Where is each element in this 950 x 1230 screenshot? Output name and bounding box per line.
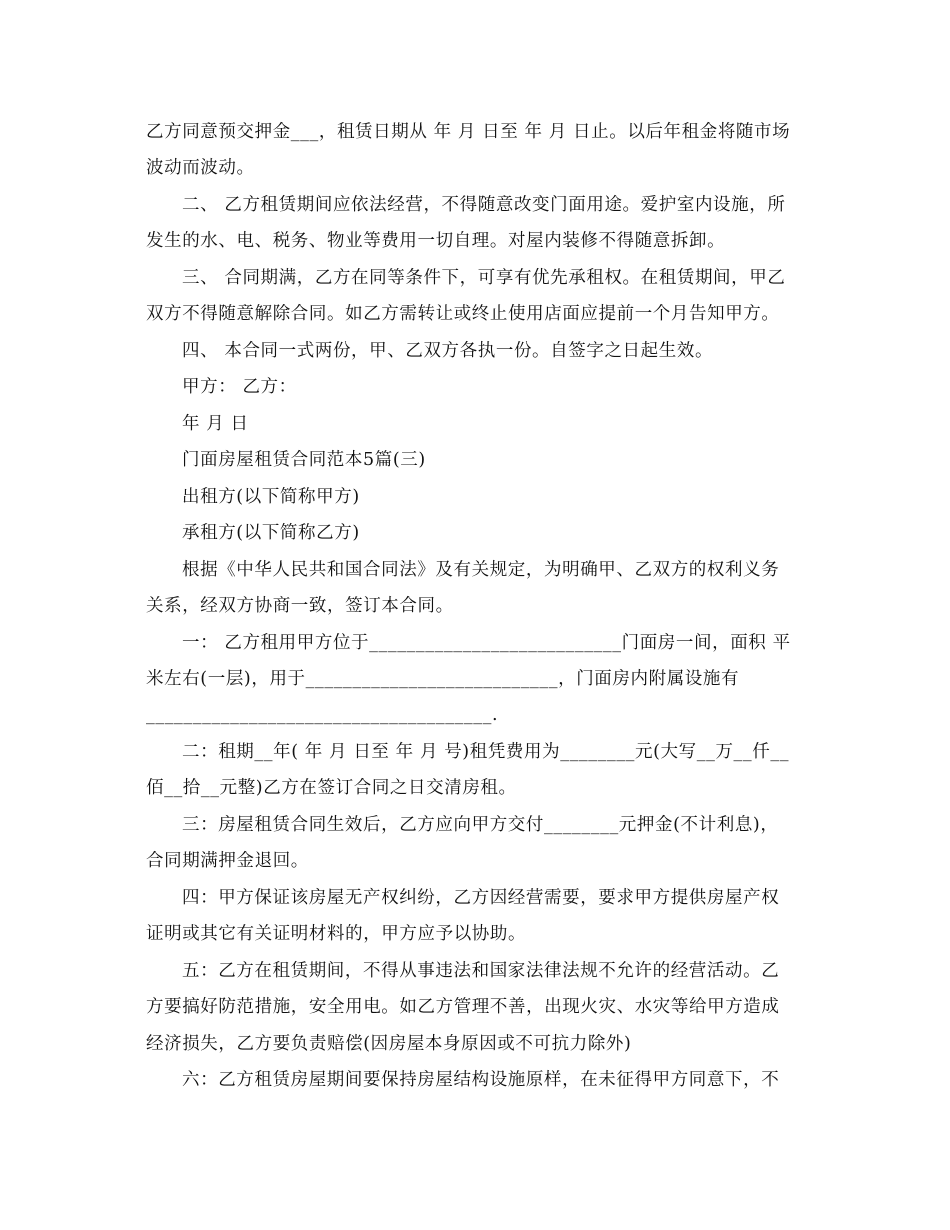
text-line: 四、 本合同一式两份，甲、乙双方各执一份。自签字之日起生效。 — [182, 341, 714, 361]
text-line: 二：租期__年( 年 月 日至 年 月 号)租凭费用为________元(大写__万__仟__ — [182, 742, 790, 762]
text-line: 甲方： 乙方： — [182, 377, 297, 397]
text-line: 出租方(以下简称甲方) — [182, 487, 360, 507]
text-line: 米左右(一层)，用于___________________________，门面房内附属设施有 — [146, 669, 740, 689]
text-line: 双方不得随意解除合同。如乙方需转让或终止使用店面应提前一个月告知甲方。 — [146, 304, 780, 324]
text-line: 合同期满押金退回。 — [146, 851, 309, 871]
text-line: 门面房屋租赁合同范本5篇(三) — [182, 450, 426, 470]
text-line: 发生的水、电、税务、物业等费用一切自理。对屋内装修不得随意拆卸。 — [146, 231, 726, 251]
text-line: 方要搞好防范措施，安全用电。如乙方管理不善，出现火灾、水灾等给甲方造成 — [146, 997, 780, 1017]
text-line: 三：房屋租赁合同生效后，乙方应向甲方交付________元押金(不计利息)， — [182, 815, 779, 835]
text-line: 承租方(以下简称乙方) — [182, 523, 360, 543]
text-line: 三、 合同期满，乙方在同等条件下，可享有优先承租权。在租赁期间，甲乙 — [182, 268, 786, 288]
text-line: 六：乙方租赁房屋期间要保持房屋结构设施原样，在未征得甲方同意下，不 — [182, 1070, 780, 1090]
text-line: 二、 乙方租赁期间应依法经营，不得随意改变门面用途。爱护室内设施，所 — [182, 195, 786, 215]
text-line: _____________________________________. — [146, 705, 499, 725]
text-line: 五：乙方在租赁期间，不得从事违法和国家法律法规不允许的经营活动。乙 — [182, 961, 780, 981]
text-line: 波动而波动。 — [146, 158, 255, 178]
text-line: 一： 乙方租用甲方位于___________________________门面房一间，面积 平 — [182, 633, 791, 653]
text-line: 乙方同意预交押金___，租赁日期从 年 月 日至 年 月 日止。以后年租金将随市场 — [146, 122, 791, 142]
text-line: 年 月 日 — [182, 414, 249, 434]
text-line: 四：甲方保证该房屋无产权纠纷，乙方因经营需要，要求甲方提供房屋产权 — [182, 888, 780, 908]
text-line: 根据《中华人民共和国合同法》及有关规定，为明确甲、乙双方的权利义务 — [182, 560, 780, 580]
text-line: 佰__拾__元整)乙方在签订合同之日交清房租。 — [146, 778, 517, 798]
text-line: 证明或其它有关证明材料的，甲方应予以协助。 — [146, 924, 527, 944]
text-line: 经济损失，乙方要负责赔偿(因房屋本身原因或不可抗力除外) — [146, 1034, 632, 1054]
text-line: 关系，经双方协商一致，签订本合同。 — [146, 596, 454, 616]
